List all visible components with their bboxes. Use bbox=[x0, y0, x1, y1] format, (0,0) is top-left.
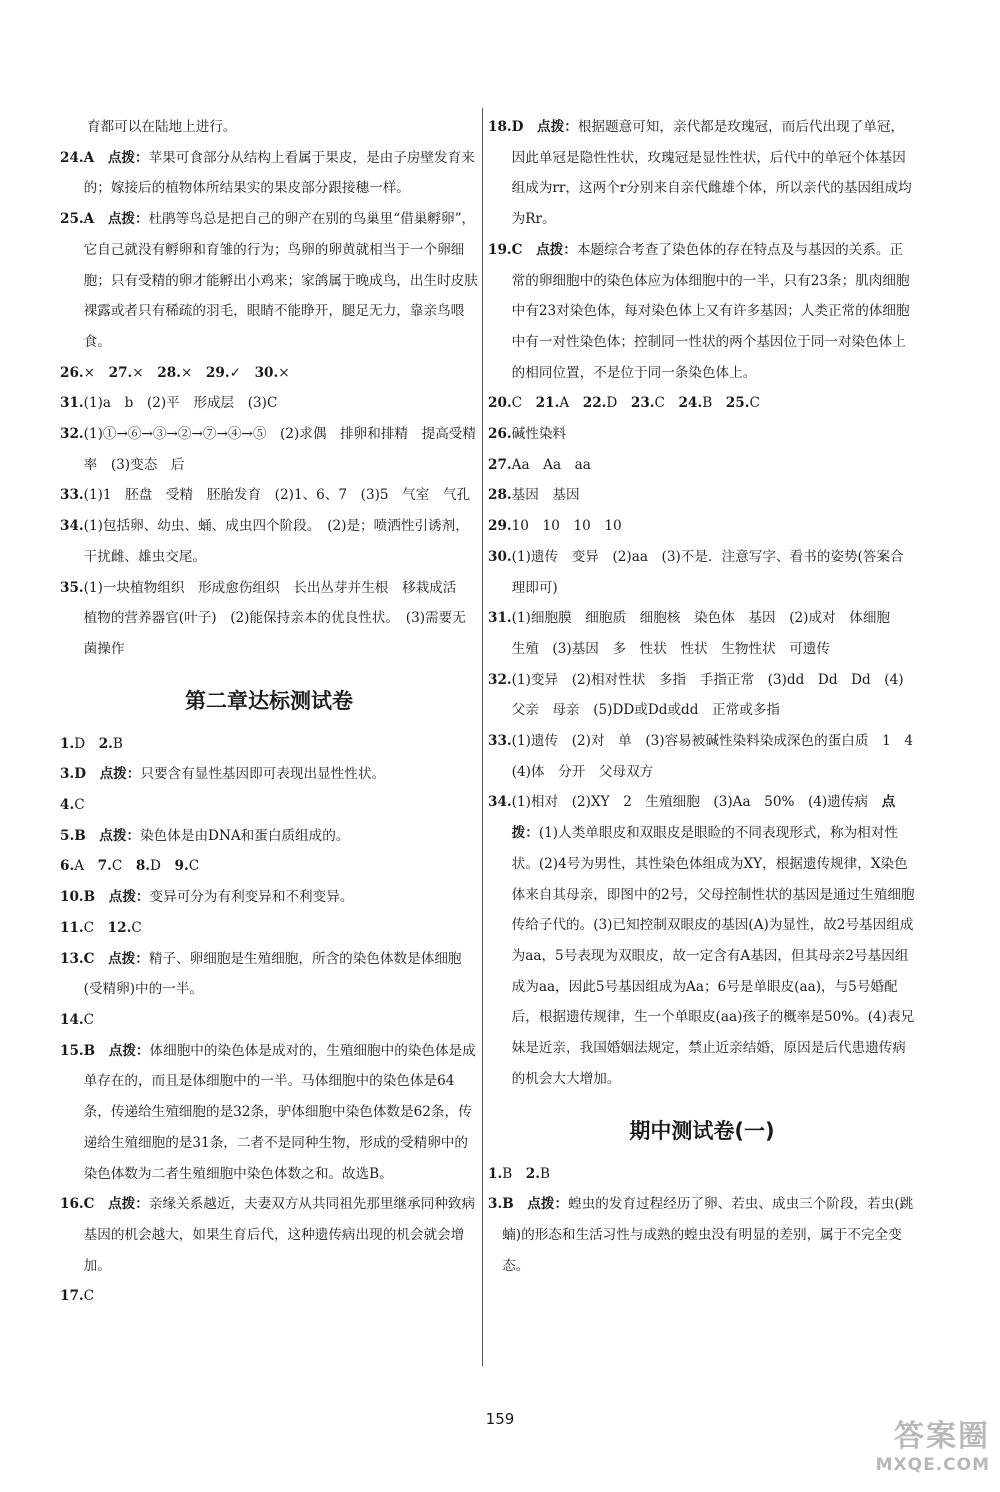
answer-item: 5. B 点拨：染色体是由DNA和蛋白质组成的。 bbox=[60, 827, 350, 844]
answer-item: 32. (1)变异 (2)相对性状 多指 手指正常 (3)dd Dd Dd (4)父亲 母亲 (5)DD或Dd或dd 正常或多指 bbox=[488, 671, 904, 719]
watermark-text: 答案圈 bbox=[894, 1419, 990, 1454]
answer-item: 11.C 12.C bbox=[60, 919, 142, 936]
answer-item: 34. (1)包括卵、幼虫、蛹、成虫四个阶段。 (2)是；喷洒性引诱剂，干扰雌、雄虫交尾。 bbox=[60, 518, 469, 565]
answer-item: 31. (1)a b (2)平 形成层 (3)C bbox=[60, 395, 278, 412]
answer-item: 14. C bbox=[60, 1011, 95, 1028]
answer-item: 1.D 2.B bbox=[60, 735, 123, 752]
answer-item: 27. Aa Aa aa bbox=[488, 456, 591, 473]
answer-item: 25. A 点拨：杜鹃等鸟总是把自己的卵产在别的鸟巢里“借巢孵卵”，它自己就没有孵卵和育雏的行为；鸟卵的卵黄就相当于一个卵细胞；只有受精的卵才能孵出小鸡来；家鸽属于晚成鸟，出生时皮肤裸露或者只有稀疏的羽毛，眼睛不能睁开，腿足无力，靠亲鸟喂食。 bbox=[60, 211, 478, 350]
answer-item: 32. (1)①→⑥→③→②→⑦→④→⑤ (2)求偶 排卵和排精 提高受精率 (3)变态 后 bbox=[60, 426, 476, 473]
section-title: 期中测试卷(一) bbox=[629, 1118, 775, 1143]
column-divider bbox=[482, 108, 483, 1366]
answer-item: 15. B 点拨：体细胞中的染色体是成对的，生殖细胞中的染色体是成单存在的，而且是体细胞中的一半。马体细胞中的染色体是64条，传递给生殖细胞的是32条，驴体细胞中染色体数是62条，传递给生殖细胞的是31条，二者不是同种生物，形成的受精卵中的染色体数为二者生殖细胞中染色体数之和。故选B。 bbox=[60, 1042, 476, 1182]
answer-item: 30. (1)遗传 变异 (2)aa (3)不是．注意写字、看书的姿势(答案合理即可) bbox=[488, 548, 904, 596]
answer-item: 20.C 21.A 22.D 23.C 24.B 25.C bbox=[488, 395, 760, 412]
left-column bbox=[60, 112, 478, 1312]
answer-item: 31. (1)细胞膜 细胞质 细胞核 染色体 基因 (2)成对 体细胞 生殖 (3)基因 多 性状 性状 生物性状 可遗传 bbox=[488, 610, 904, 657]
answer-item: 24. A 点拨：苹果可食部分从结构上看属于果皮，是由子房壁发育来的；嫁接后的植物体所结果实的果皮部分跟接穗一样。 bbox=[60, 149, 475, 197]
watermark-url: MXQE.COM bbox=[875, 1455, 990, 1475]
answer-item: 29. 10 10 10 10 bbox=[488, 518, 622, 535]
answer-continuation: 育都可以在陆地上进行。 bbox=[87, 119, 237, 135]
answer-item: 10. B 点拨：变异可分为有利变异和不利变异。 bbox=[60, 889, 354, 906]
answer-item: 3. B 点拨：蝗虫的发育过程经历了卵、若虫、成虫三个阶段，若虫(跳蝻)的形态和生活习性与成熟的蝗虫没有明显的差别，属于不完全变态。 bbox=[488, 1196, 914, 1274]
answer-item: 26.× 27.× 28.× 29.✓ 30.× bbox=[60, 364, 290, 381]
answer-item: 17. C bbox=[60, 1288, 95, 1305]
answer-item: 4. C bbox=[60, 797, 85, 814]
answer-item: 28. 基因 基因 bbox=[488, 487, 580, 504]
answer-item: 19. C 点拨：本题综合考查了染色体的存在特点及与基因的关系。正常的卵细胞中的染色体应为体细胞中的一半，只有23条；肌肉细胞中有23对染色体，每对染色体上又有许多基因；人类正常的体细胞中有一对性染色体；控制同一性状的两个基因位于同一对染色体上的相同位置，不是位于同一条染色体上。 bbox=[488, 241, 910, 381]
page-number: 159 bbox=[485, 1410, 515, 1428]
answer-item: 3. D 点拨：只要含有显性基因即可表现出显性性状。 bbox=[60, 766, 386, 783]
section-title: 第二章达标测试卷 bbox=[185, 688, 353, 713]
answer-item: 1.B 2.B bbox=[488, 1165, 550, 1182]
answer-item: 13. C 点拨：精子、卵细胞是生殖细胞，所含的染色体数是体细胞(受精卵)中的一半。 bbox=[60, 950, 462, 998]
watermark-logo bbox=[800, 1420, 990, 1486]
answer-item: 16. C 点拨：亲缘关系越近，夫妻双方从共同祖先那里继承同种致病基因的机会越大，如果生育后代，这种遗传病出现的机会就会增加。 bbox=[60, 1196, 476, 1274]
right-column bbox=[488, 112, 927, 1281]
answer-item: 34. (1)相对 (2)XY 2 生殖细胞 (3)Aa 50% (4)遗传病 点拨：(1)人类单眼皮和双眼皮是眼睑的不同表现形式，称为相对性状。(2)4号为男性，其性染色体组成为XY，根据遗传规律，X染色体来自其母亲，即图中的2号，父母控制性状的基因是通过生殖细胞传给子代的。(3)已知控制双眼皮的基因(A)为显性，故2号基因组成为aa，5号表现为双眼皮，故一定含有A基因，但其母亲2号基因组成为aa，因此5号基因组成为Aa；6号是单眼皮(aa)，与5号婚配后，根据遗传规律，生一个单眼皮(aa)孩子的概率是50%。(4)表兄妹是近亲，我国婚姻法规定，禁止近亲结婚，原因是后代患遗传病的机会大大增加。 bbox=[488, 794, 915, 1087]
answer-item: 33. (1)1 胚盘 受精 胚胎发育 (2)1、6、7 (3)5 气室 气孔 bbox=[60, 487, 471, 504]
answer-item: 18. D 点拨：根据题意可知，亲代都是玫瑰冠，而后代出现了单冠，因此单冠是隐性性状，玫瑰冠是显性性状，后代中的单冠个体基因组成为rr，这两个r分别来自亲代雌雄个体，所以亲代的基因组成均为Rr。 bbox=[488, 119, 912, 228]
answer-item: 6.A 7.C 8.D 9.C bbox=[60, 858, 200, 875]
answer-item: 26. 碱性染料 bbox=[488, 426, 567, 443]
answer-item: 35. (1)一块植物组织 形成愈伤组织 长出丛芽并生根 移栽成活 植物的营养器官(叶子) (2)能保持亲本的优良性状。 (3)需要无菌操作 bbox=[60, 579, 470, 657]
answer-item: 33. (1)遗传 (2)对 单 (3)容易被碱性染料染成深色的蛋白质 1 4 (4)体 分开 父母双方 bbox=[488, 733, 927, 780]
